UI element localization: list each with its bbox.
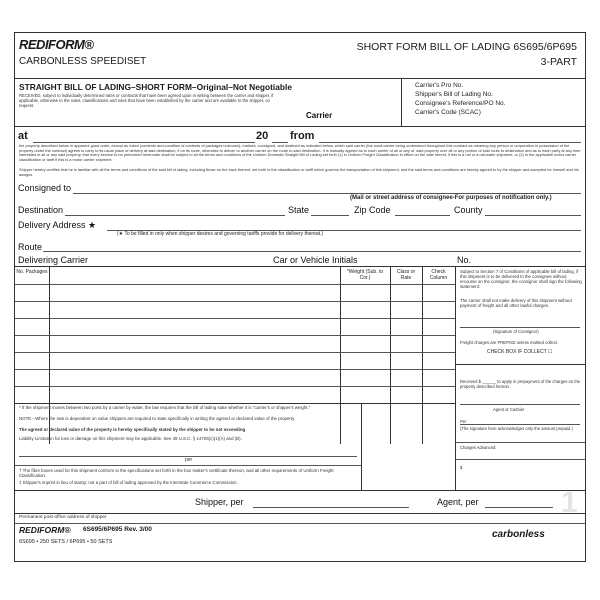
liability-note: Liability Limitation for loss or damage on this shipment may be applicable. See 49 U.S.C. § 14706(c)(1)(A) and (B). [19, 436, 242, 441]
col-header-weight: *Weight (Sub. to Cor.) [346, 269, 384, 281]
check-if-collect[interactable]: CHECK BOX IF COLLECT ☐ [487, 349, 553, 355]
per-label: Per [460, 419, 467, 424]
state-label: State [288, 205, 310, 215]
carrier-delivery-note: The carrier shall not make delivery of this shipment without payment of freight and all other lawful charges. [460, 298, 572, 308]
document-title: STRAIGHT BILL OF LADING–SHORT FORM–Original–Not Negotiable [19, 82, 292, 92]
terms-text: the property described below in apparent good order, except as noted (contents and condition of contents of packages unknown), marked, consigned, and destined as indicated below, which said carrier (the word carrier being understood throughout this contract as meaning any person or corporation in possession of the property under the contract) agrees to carry to its usual place of delivery at said destination, if on its route, otherwise to deliver to another carrier on the route to said destination. It is mutually agreed as to each carrier of all or any of, said property over all or any portion of said route to destination and as to each party at any time interested in all or any said property, that every service to be performed hereunder shall be subject to all the terms and conditions of the Uniform Domestic Straight Bill of Lading set forth (1) in Uniform Freight Classification in effect on the date hereof, if this is a rail or a rail-water shipment, or (2) in the applicable motor carrier classification or tariff if this is a motor carrier shipment. [19, 143, 581, 162]
consigned-to-label: Consigned to [18, 183, 72, 193]
carriers-code-scac[interactable]: Carrier's Code (SCAC) [415, 109, 481, 116]
permanent-address-label: Permanent post-office address of shipper [19, 515, 107, 520]
year-label: 20 [256, 130, 269, 142]
col-header-class-rate: Class or Rate [396, 269, 416, 281]
brand-logo: REDIFORM® [19, 37, 94, 52]
footer-brand: REDIFORM® [19, 525, 71, 535]
charges-advanced: Charges Advanced: [460, 445, 497, 450]
value-per-label: per [185, 457, 193, 463]
signature-consignor[interactable]: (Signature of Consignor) [493, 329, 539, 334]
shippers-imprint-note: ‡ Shipper's imprint in lieu of stamp; not a part of bill of lading approved by the Interstate Commerce Commission. [19, 480, 238, 485]
car-vehicle-initials-label: Car or Vehicle Initials [273, 255, 358, 265]
zip-code-label: Zip Code [354, 205, 391, 215]
footer-carbonless: carbonless [492, 529, 545, 540]
received-prepayment: Received $ ______ to apply in prepayment of the charges on the property described hereon. [460, 379, 581, 389]
bill-of-lading-form [14, 32, 586, 562]
agent-per-label: Agent, per [437, 497, 479, 507]
shipper-per-label: Shipper, per [195, 497, 244, 507]
section7-text: Subject to Section 7 of Conditions of applicable bill of lading, if this shipment is to be delivered to the consignee without recourse on the consignor, the consignor shall sign the following statement: [460, 269, 582, 289]
col-header-check: Check Column [429, 269, 448, 281]
charges-dollar: $ [460, 465, 463, 470]
footer-sets: 6S695 • 250 SETS / 6P695 • 50 SETS [19, 539, 113, 545]
product-line: CARBONLESS SPEEDISET [19, 56, 147, 67]
footer-form-code: 6S695/6P695 Rev. 3/00 [83, 526, 152, 533]
delivering-carrier-label: Delivering Carrier [18, 255, 89, 265]
per-note: (The signature here acknowledges only the amount prepaid.) [460, 426, 573, 431]
carrier-label: Carrier [306, 111, 333, 120]
mail-note: (Mail or street address of consignee-For purposes of notification only.) [350, 195, 552, 201]
consignee-reference[interactable]: Consignee's Reference/PO No. [415, 100, 506, 107]
water-carrier-note: * If the shipment moves between two ports by a carrier by water, the law requires that the bill of lading state whether it is "carrier's or shipper's weight." [19, 405, 311, 410]
value-note: NOTE - Where the rate is dependent on value shippers are required to state specifically in writing the agreed or declared value of the property. [19, 416, 296, 421]
at-label: at [18, 130, 28, 142]
from-label: from [290, 130, 315, 142]
form-title: SHORT FORM BILL OF LADING 6S695/6P695 [356, 41, 577, 53]
parts-label: 3-PART [540, 56, 577, 68]
shippers-bol-no[interactable]: Shipper's Bill of Lading No. [415, 91, 493, 98]
carriers-pro-no[interactable]: Carrier's Pro No. [415, 82, 464, 89]
agreed-value-note: The agreed or declared value of the property is hereby specifically stated by the shipper to be not exceeding [19, 427, 246, 432]
delivery-note: (★ To be filled in only when shipper desires and governing tariffs provide for delivery thereat.) [117, 231, 324, 237]
route-label: Route [18, 242, 43, 252]
freight-charges-note: Freight charges are PREPAID unless marked collect. [460, 340, 559, 345]
col-header-packages: No. Packages [16, 269, 48, 275]
certify-text: Shipper hereby certifies that he is familiar with all the terms and conditions of the said bill of lading, including those on the back thereof, set forth in the classification or tariff which governs the transportation of this shipment, and the said terms and conditions are hereby agreed to by the shipper and accepted for himself and his assigns. [19, 167, 579, 177]
col-header-description [75, 269, 315, 275]
destination-label: Destination [18, 205, 64, 215]
county-label: County [454, 205, 483, 215]
fibre-boxes-note: † The fibre boxes used for this shipment conform to the specifications set forth in the box maker's certificate thereon, and all other requirements of Uniform Freight Classification. [19, 468, 334, 478]
vehicle-no-label: No. [457, 255, 472, 265]
received-text: RECEIVED, subject to individually determined rates or contracts that have been agreed upon in writing between the carrier and shipper, if applicable, otherwise to the rates, classifications and rules that have been established by the carrier and are available to the shipper, on request. [19, 93, 274, 108]
part-number: 1 [561, 486, 578, 519]
agent-cashier: Agent or Cashier [493, 407, 525, 412]
delivery-address-label: Delivery Address ★ [18, 220, 97, 230]
